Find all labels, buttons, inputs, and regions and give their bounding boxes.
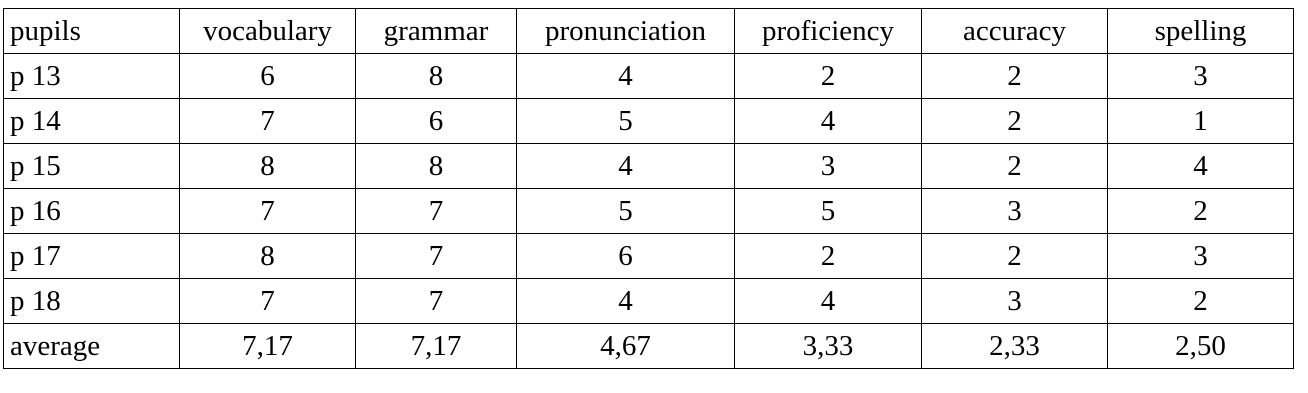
row-label-cell: p 18	[4, 279, 180, 324]
vocabulary-cell: 8	[180, 234, 356, 279]
table-row	[4, 189, 1294, 234]
pronunciation-cell: 4	[517, 279, 735, 324]
column-header-proficiency: proficiency	[735, 9, 922, 54]
column-header-pronunciation: pronunciation	[517, 9, 735, 54]
proficiency-cell: 4	[735, 99, 922, 144]
accuracy-average-cell: 2,33	[922, 324, 1108, 369]
pronunciation-cell: 5	[517, 189, 735, 234]
proficiency-cell: 2	[735, 234, 922, 279]
accuracy-cell: 3	[922, 189, 1108, 234]
accuracy-cell: 2	[922, 99, 1108, 144]
spelling-cell: 3	[1108, 54, 1294, 99]
spelling-cell: 1	[1108, 99, 1294, 144]
table-row	[4, 144, 1294, 189]
table-body	[4, 54, 1294, 369]
vocabulary-cell: 7	[180, 189, 356, 234]
column-header-vocabulary: vocabulary	[180, 9, 356, 54]
row-label-cell: p 14	[4, 99, 180, 144]
grammar-cell: 8	[356, 144, 517, 189]
spelling-cell: 2	[1108, 279, 1294, 324]
average-label-cell: average	[4, 324, 180, 369]
proficiency-cell: 4	[735, 279, 922, 324]
grammar-cell: 7	[356, 189, 517, 234]
average-row	[4, 324, 1294, 369]
spelling-cell: 2	[1108, 189, 1294, 234]
table-row	[4, 54, 1294, 99]
column-header-pupils: pupils	[4, 9, 180, 54]
proficiency-cell: 2	[735, 54, 922, 99]
row-label-cell: p 13	[4, 54, 180, 99]
table-row	[4, 234, 1294, 279]
grammar-average-cell: 7,17	[356, 324, 517, 369]
pronunciation-cell: 4	[517, 144, 735, 189]
vocabulary-average-cell: 7,17	[180, 324, 356, 369]
grammar-cell: 6	[356, 99, 517, 144]
table-container	[3, 8, 1294, 369]
header-row	[4, 9, 1294, 54]
accuracy-cell: 3	[922, 279, 1108, 324]
pronunciation-cell: 6	[517, 234, 735, 279]
table-row	[4, 99, 1294, 144]
vocabulary-cell: 6	[180, 54, 356, 99]
accuracy-cell: 2	[922, 144, 1108, 189]
accuracy-cell: 2	[922, 234, 1108, 279]
scores-table	[3, 8, 1294, 369]
column-header-spelling: spelling	[1108, 9, 1294, 54]
grammar-cell: 7	[356, 279, 517, 324]
accuracy-cell: 2	[922, 54, 1108, 99]
spelling-cell: 4	[1108, 144, 1294, 189]
pronunciation-cell: 5	[517, 99, 735, 144]
spelling-average-cell: 2,50	[1108, 324, 1294, 369]
row-label-cell: p 16	[4, 189, 180, 234]
column-header-accuracy: accuracy	[922, 9, 1108, 54]
table-row	[4, 279, 1294, 324]
vocabulary-cell: 8	[180, 144, 356, 189]
pronunciation-cell: 4	[517, 54, 735, 99]
vocabulary-cell: 7	[180, 279, 356, 324]
spelling-cell: 3	[1108, 234, 1294, 279]
grammar-cell: 7	[356, 234, 517, 279]
pronunciation-average-cell: 4,67	[517, 324, 735, 369]
table-header	[4, 9, 1294, 54]
column-header-grammar: grammar	[356, 9, 517, 54]
grammar-cell: 8	[356, 54, 517, 99]
vocabulary-cell: 7	[180, 99, 356, 144]
proficiency-cell: 3	[735, 144, 922, 189]
row-label-cell: p 15	[4, 144, 180, 189]
row-label-cell: p 17	[4, 234, 180, 279]
proficiency-average-cell: 3,33	[735, 324, 922, 369]
proficiency-cell: 5	[735, 189, 922, 234]
